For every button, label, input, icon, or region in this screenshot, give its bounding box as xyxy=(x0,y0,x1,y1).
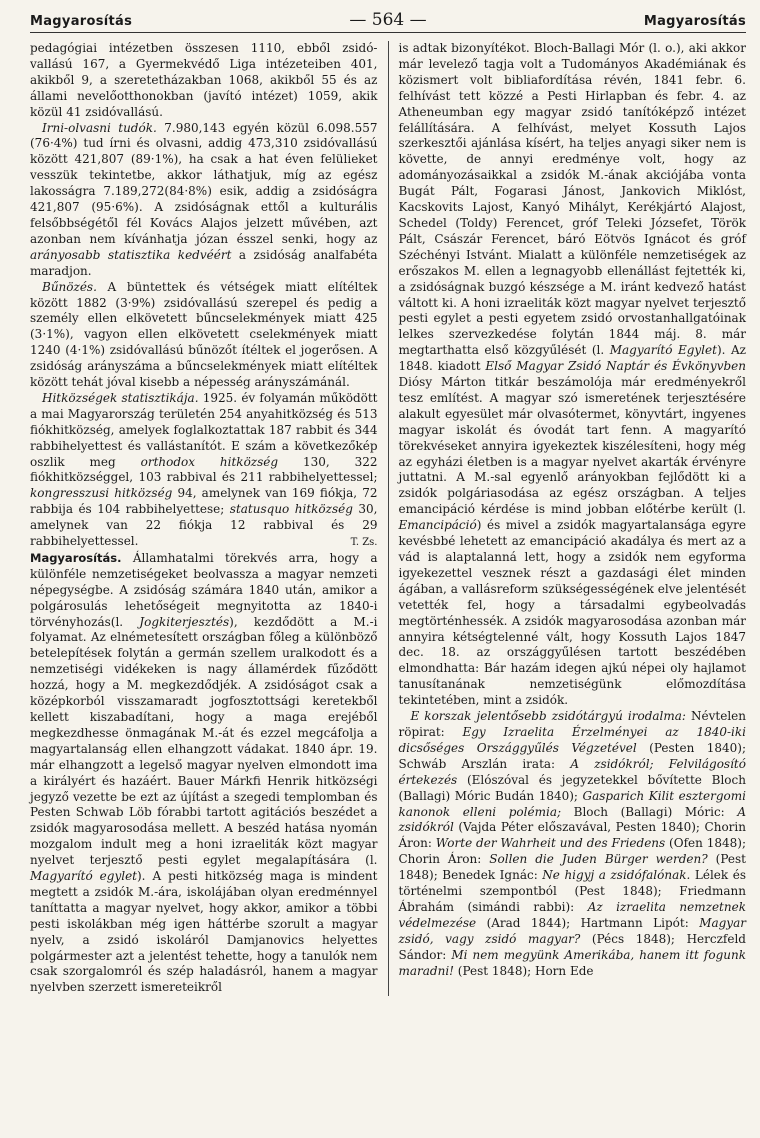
page-number: — 564 — xyxy=(349,10,427,30)
right-column xyxy=(398,41,746,996)
column-divider xyxy=(388,41,389,996)
entry-paragraph: Magyarosítás. Államhatalmi törekvés arra, hogy a különféle nemzetiségeket beolvassza a magyar nemzeti népegységbe. A zsidóság számára 1840 után, amikor a polgárosulás lehetőségeit megnyitotta az 1840-i törvényhozás(l. Jogkiterjesztés), kezdődött a M.-i folyamat. Az elnémetesített országban főleg a különböző betelepítések folytán a germán szellem uralkodott és a nemzetiségi vidékeken is nagy államérdek fűződött hozzá, hogy a M. megkezdődjék. A zsidóságot csak a középkorból visszamaradt jogfosztottsági keretekből kellett kiszabadítani, hogy a maga erejéből megkezdhesse önmagának M.-át és ezzel megcáfolja a magyartalanság ellen elhangzott vádakat. 1840 ápr. 19. már elhangzott a legelső magyar nyelven elmondott ima a királyért és hazáért. Bauer Márkfi Henrik hitközségi jegyző vezette be ezt az újítást a szegedi templomban és Pesten Schwab Löb fórabbi tartott agitációs beszédet a zsidók magyarosodása mellett. A beszéd hatása nyomán mozgalom indult meg a honi izraeliták közt magyar nyelvet terjesztő pesti egylet megalapítására (l. Magyarító egylet). A pesti hitközség maga is mindent megtett a zsidók M.-ára, iskolájában olyan eredménnyel taníttatta a magyar nyelvet, hogy akkor, amikor a többi pesti iskolákban még igen háttérbe szorult a magyar nyelv, a zsidó iskoláról Damjanovics helyettes polgármester azt a jelentést tehette, hogy a tanulók nem csak szorgalomról és szép haladásról, hanem a magyar nyelvben szerzett ismereteikről xyxy=(30,550,378,995)
paragraph: E korszak jelentősebb zsidótárgyú irodalma: Névtelen röpirat: Egy Izraelita Érzelményei az 1840-iki dicsőséges Országgyűlés Végzetével (Pesten 1840); Schwáb Arszlán irata: A zsidókról; Felvilágosító értekezés (Elószóval és jegyzetekkel bővítette Bloch (Ballagi) Móric Budán 1840); Gasparich Kilit esztergomi kanonok elleni polémia; Bloch (Ballagi) Móric: A zsidókról (Vajda Péter előszavával, Pesten 1840); Chorin Áron: Worte der Wahrheit und des Friedens (Ofen 1848); Chorin Áron: Sollen die Juden Bürger werden? (Pest 1848); Benedek Ignác: Ne higyj a zsidófalónak. Lélek és történelmi szempontból (Pest 1848); Friedmann Ábrahám (simándi rabbi): Az izraelita nemzetnek védelmezése (Arad 1844); Hartmann Lipót: Magyar zsidó, vagy zsidó magyar? (Pécs 1848); Herczfeld Sándor: Mi nem megyünk Amerikába, hanem itt fogunk maradni! (Pest 1848); Horn Ede xyxy=(398,709,746,978)
running-head-left: Magyarosítás xyxy=(30,14,133,29)
page-header xyxy=(30,10,746,33)
author-signature: T. Zs. xyxy=(350,537,378,548)
paragraph: Bűnözés. A büntettek és vétségek miatt elítéltek között 1882 (3·9%) zsidóvallású szerepel és pedig a személy ellen elkövetett bűncselekmények miatt 425 (3·1%), vagyon ellen elkövetett cselekmények miatt 1240 (4·1%) zsidóvallású bűnözőt ítéltek el jogerősen. A zsidóság arányszáma a bűncselekmények miatt elítéltek között tehát jóval kisebb a népesség arányszámánál. xyxy=(30,279,378,390)
entry-headword: Magyarosítás. xyxy=(30,550,122,565)
paragraph: pedagógiai intézetben összesen 1110, ebből zsidó-vallású 167, a Gyermekvédő Liga intézeteiben 401, akikből 9, a szeretetházakban 1068, akikből 55 és az állami nevelőotthonokban (javító intézet) 1059, akik közül 41 zsidóvallású. xyxy=(30,41,378,119)
paragraph: is adtak bizonyítékot. Bloch-Ballagi Mór (l. o.), aki akkor már levelező tagja volt a Tudományos Akadémiának és közismert volt bibliafordítása révén, 1841 febr. 6. felhívást tett közzé a Pesti Hirlapban és febr. 4. az Atheneumban egy magyar zsidó tanítóképző intézet felállítására. A felhívást, melyet Kossuth Lajos szerkesztői ajánlása kísért, ha teljes anyagi siker nem is követte, de annyi eredménye volt, hogy az adományozásaikkal a zsidók M.-ának akciójába vonta Bugát Pált, Fogarasi Jánost, Jankovich Miklóst, Kacskovits Lajost, Kanyó Mihályt, Kerékjártó Alajost, Schedel (Toldy) Ferencet, gróf Teleki Józsefet, Török Pált, Császár Ferencet, báró Eötvös Ignácot és gróf Széchényi Istvánt. Mialatt a különféle nemzetiségek az erőszakos M. ellen a legnagyobb ellenállást fejtették ki, a zsidóságnak buzgó készsége a M. iránt kedvező hatást váltott ki. A honi izraeliták közt magyar nyelvet terjesztő pesti egylet a pesti egyetem zsidó orvostanhallgatóinak lelkes szervezkedése folytán 1844 máj. 8. már megtarthatta első közgyűlését (l. Magyarító Egylet). Az 1848. kiadott Első Magyar Zsidó Naptár és Évkönyvben Diósy Márton titkár beszámolója már eredményekről tesz említést. A magyar szó ismeretének terjesztésére alakult egyesület már olvasótermet, könyvtárt, ingyenes magyar iskolát és óvodát tart fenn. A magyarító törekvéseket annyira igyekeztek kiszélesíteni, hogy még az egyházi életben is a magyar nyelvet akarták érvényre juttatni. A M.-sal egyenlő arányokban fejlődött ki a zsidók polgáriasodása az egész országban. A teljes emancipáció kérdése is mind jobban előtérbe került (l. Emancipáció) és mivel a zsidók magyartalansága egyre kevésbbé lehetett az emancipáció akadálya és mert az a vád is alaptalanná lett, hogy a zsidók nem egyforma igyekezettel vesznek részt a gazdasági élet minden ágában, a vallásreform szükségességének elve jelentését vetették fel, hogy a társadalmi egybeolvadás megtörténhessék. A zsidók magyarosodása azonban már annyira kétségtelenné vált, hogy Kossuth Lajos 1847 dec. 18. az országgyűlésen tartott beszédében elmondhatta: Bár hazám idegen ajkú népei oly hajlamot tanusítanának nemzetiségünk előmozdítása tekintetében, mint a zsidók. xyxy=(398,41,746,708)
paragraph: Hitközségek statisztikája. 1925. év folyamán működött a mai Magyarország területén 254 anyahitközség és 513 fiókhitközség, amelyek foglalkoztattak 187 rabbit és 344 rabbihelyettest és vallástanítót. E szám a következőkép oszlik meg orthodox hitközség 130, 322 fiókhitközséggel, 103 rabbival és 211 rabbihelyettessel; kongresszusi hitközség 94, amelynek van 169 fiókja, 72 rabbija és 104 rabbihelyettese; statusquo hitközség 30, amelynek van 22 fiókja 12 rabbival és 29 rabbihelyettessel. xyxy=(30,390,378,549)
left-column xyxy=(30,41,378,996)
running-head-right: Magyarosítás xyxy=(643,14,746,29)
text-columns xyxy=(30,41,746,996)
paragraph: Irni-olvasni tudók. 7.980,143 egyén közül 6.098.557 (76·4%) tud írni és olvasni, addig 473,310 zsidóvallású között 421,807 (89·1%), ha csak a hat éven felülieket vesszük tekintetbe, akkor láthatjuk, míg az egész lakosságra 7.189,272(84·8%) esik, addig a zsidóságra 421,807 (95·6%). A zsidóságnak ettől a kulturális felsőbbségétől fél Kovács Alajos jelzett művében, azt azonban nem kívánhatja józan ésszel senki, hogy az arányosabb statisztika kedvéért a zsidóság analfabéta maradjon. xyxy=(30,120,378,278)
